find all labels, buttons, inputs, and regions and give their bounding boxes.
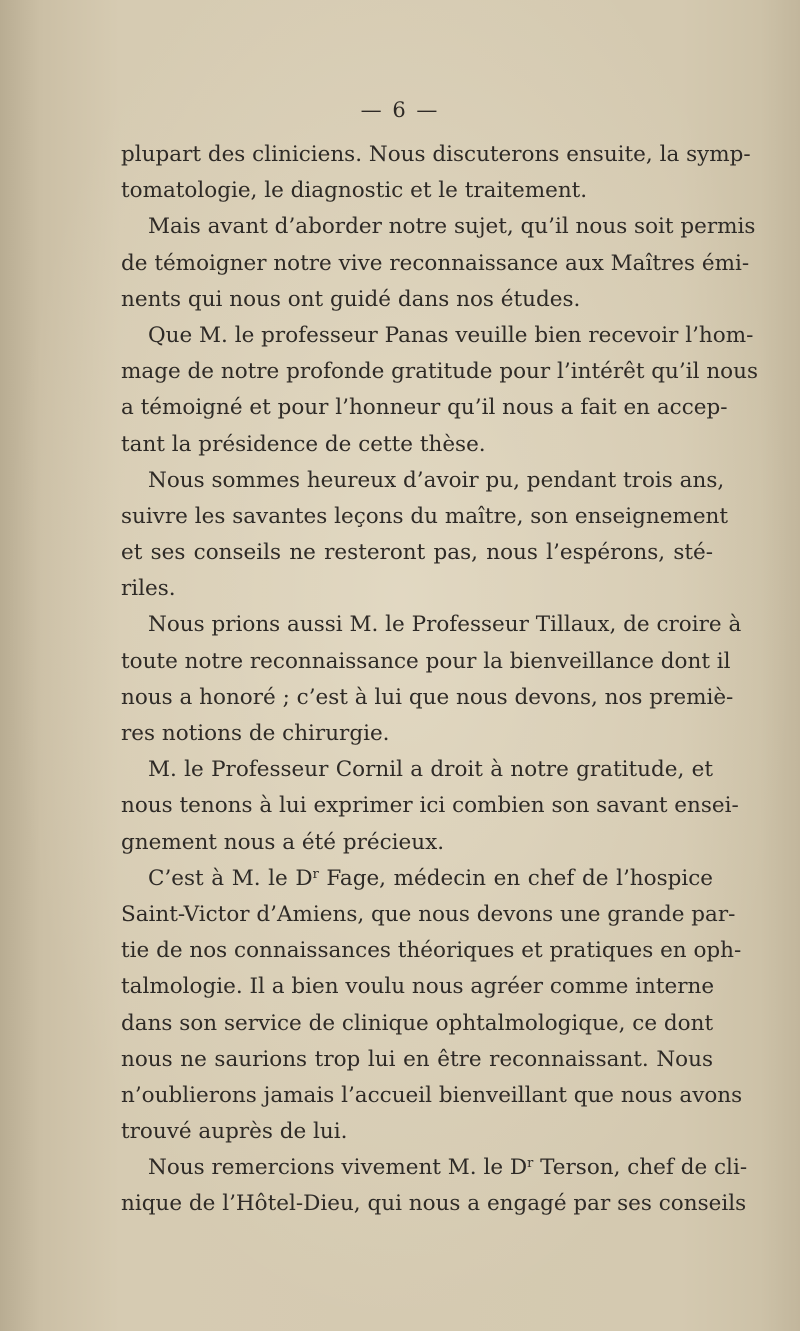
text-line: talmologie. Il a bien voulu nous agréer comme interne	[121, 974, 715, 1000]
text-line: suivre les savantes leçons du maître, son enseignement	[121, 503, 729, 529]
text-line: Saint-Victor d’Amiens, que nous devons une grande par-	[121, 901, 736, 927]
text-line: dans son service de clinique ophtalmologique, ce dont	[121, 1010, 714, 1036]
text-line: res notions de chirurgie.	[121, 721, 390, 746]
text-line: Nous sommes heureux d’avoir pu, pendant trois ans,	[148, 467, 725, 493]
text-line: a témoigné et pour l’honneur qu’il nous a fait en accep-	[121, 395, 728, 421]
text-line: Nous remercions vivement M. le $D^r$ Terson, chef de cli-	[148, 1155, 748, 1181]
text-line: tomatologie, le diagnostic et le traitement.	[121, 178, 588, 204]
text-line: C’est à M. le $D^r$ Fage, médecin en chef de l’hospice	[148, 865, 714, 891]
text-line: nents qui nous ont guidé dans nos études.	[121, 286, 581, 312]
text-line: trouvé auprès de lui.	[121, 1119, 348, 1145]
text-line: gnement nous a été précieux.	[121, 829, 445, 855]
text-line: plupart des cliniciens. Nous discuterons ensuite, la symp-	[121, 142, 751, 167]
page-number: — 6 —	[360, 98, 440, 122]
text-line: tie de nos connaissances théoriques et pratiques en oph-	[121, 938, 742, 964]
text-line: de témoigner notre vive reconnaissance aux Maîtres émi-	[121, 250, 750, 276]
text-line: nous a honoré ; c’est à lui que nous devons, nos premiè-	[121, 684, 734, 710]
text-line: nous tenons à lui exprimer ici combien son savant ensei-	[121, 793, 739, 819]
text-line: M. le Professeur Cornil a droit à notre gratitude, et	[148, 757, 713, 783]
body-text	[121, 137, 758, 1223]
text-line: toute notre reconnaissance pour la bienveillance dont il	[121, 648, 731, 674]
text-line: Que M. le professeur Panas veuille bien recevoir l’hom-	[148, 322, 754, 348]
text-line: riles.	[121, 576, 176, 602]
text-line: tant la présidence de cette thèse.	[121, 431, 486, 457]
text-line: n’oublierons jamais l’accueil bienveillant que nous avons	[121, 1082, 743, 1108]
text-line: nous ne saurions trop lui en être reconnaissant. Nous	[121, 1046, 713, 1072]
text-line: Nous prions aussi M. le Professeur Tillaux, de croire à	[148, 612, 742, 638]
text-line: mage de notre profonde gratitude pour l’intérêt qu’il nous	[121, 359, 758, 385]
text-line: nique de l’Hôtel-Dieu, qui nous a engagé par ses conseils	[121, 1191, 747, 1217]
text-line: Mais avant d’aborder notre sujet, qu’il nous soit permis	[148, 214, 756, 240]
text-line: et ses conseils ne resteront pas, nous l’espérons, sté-	[121, 540, 713, 566]
